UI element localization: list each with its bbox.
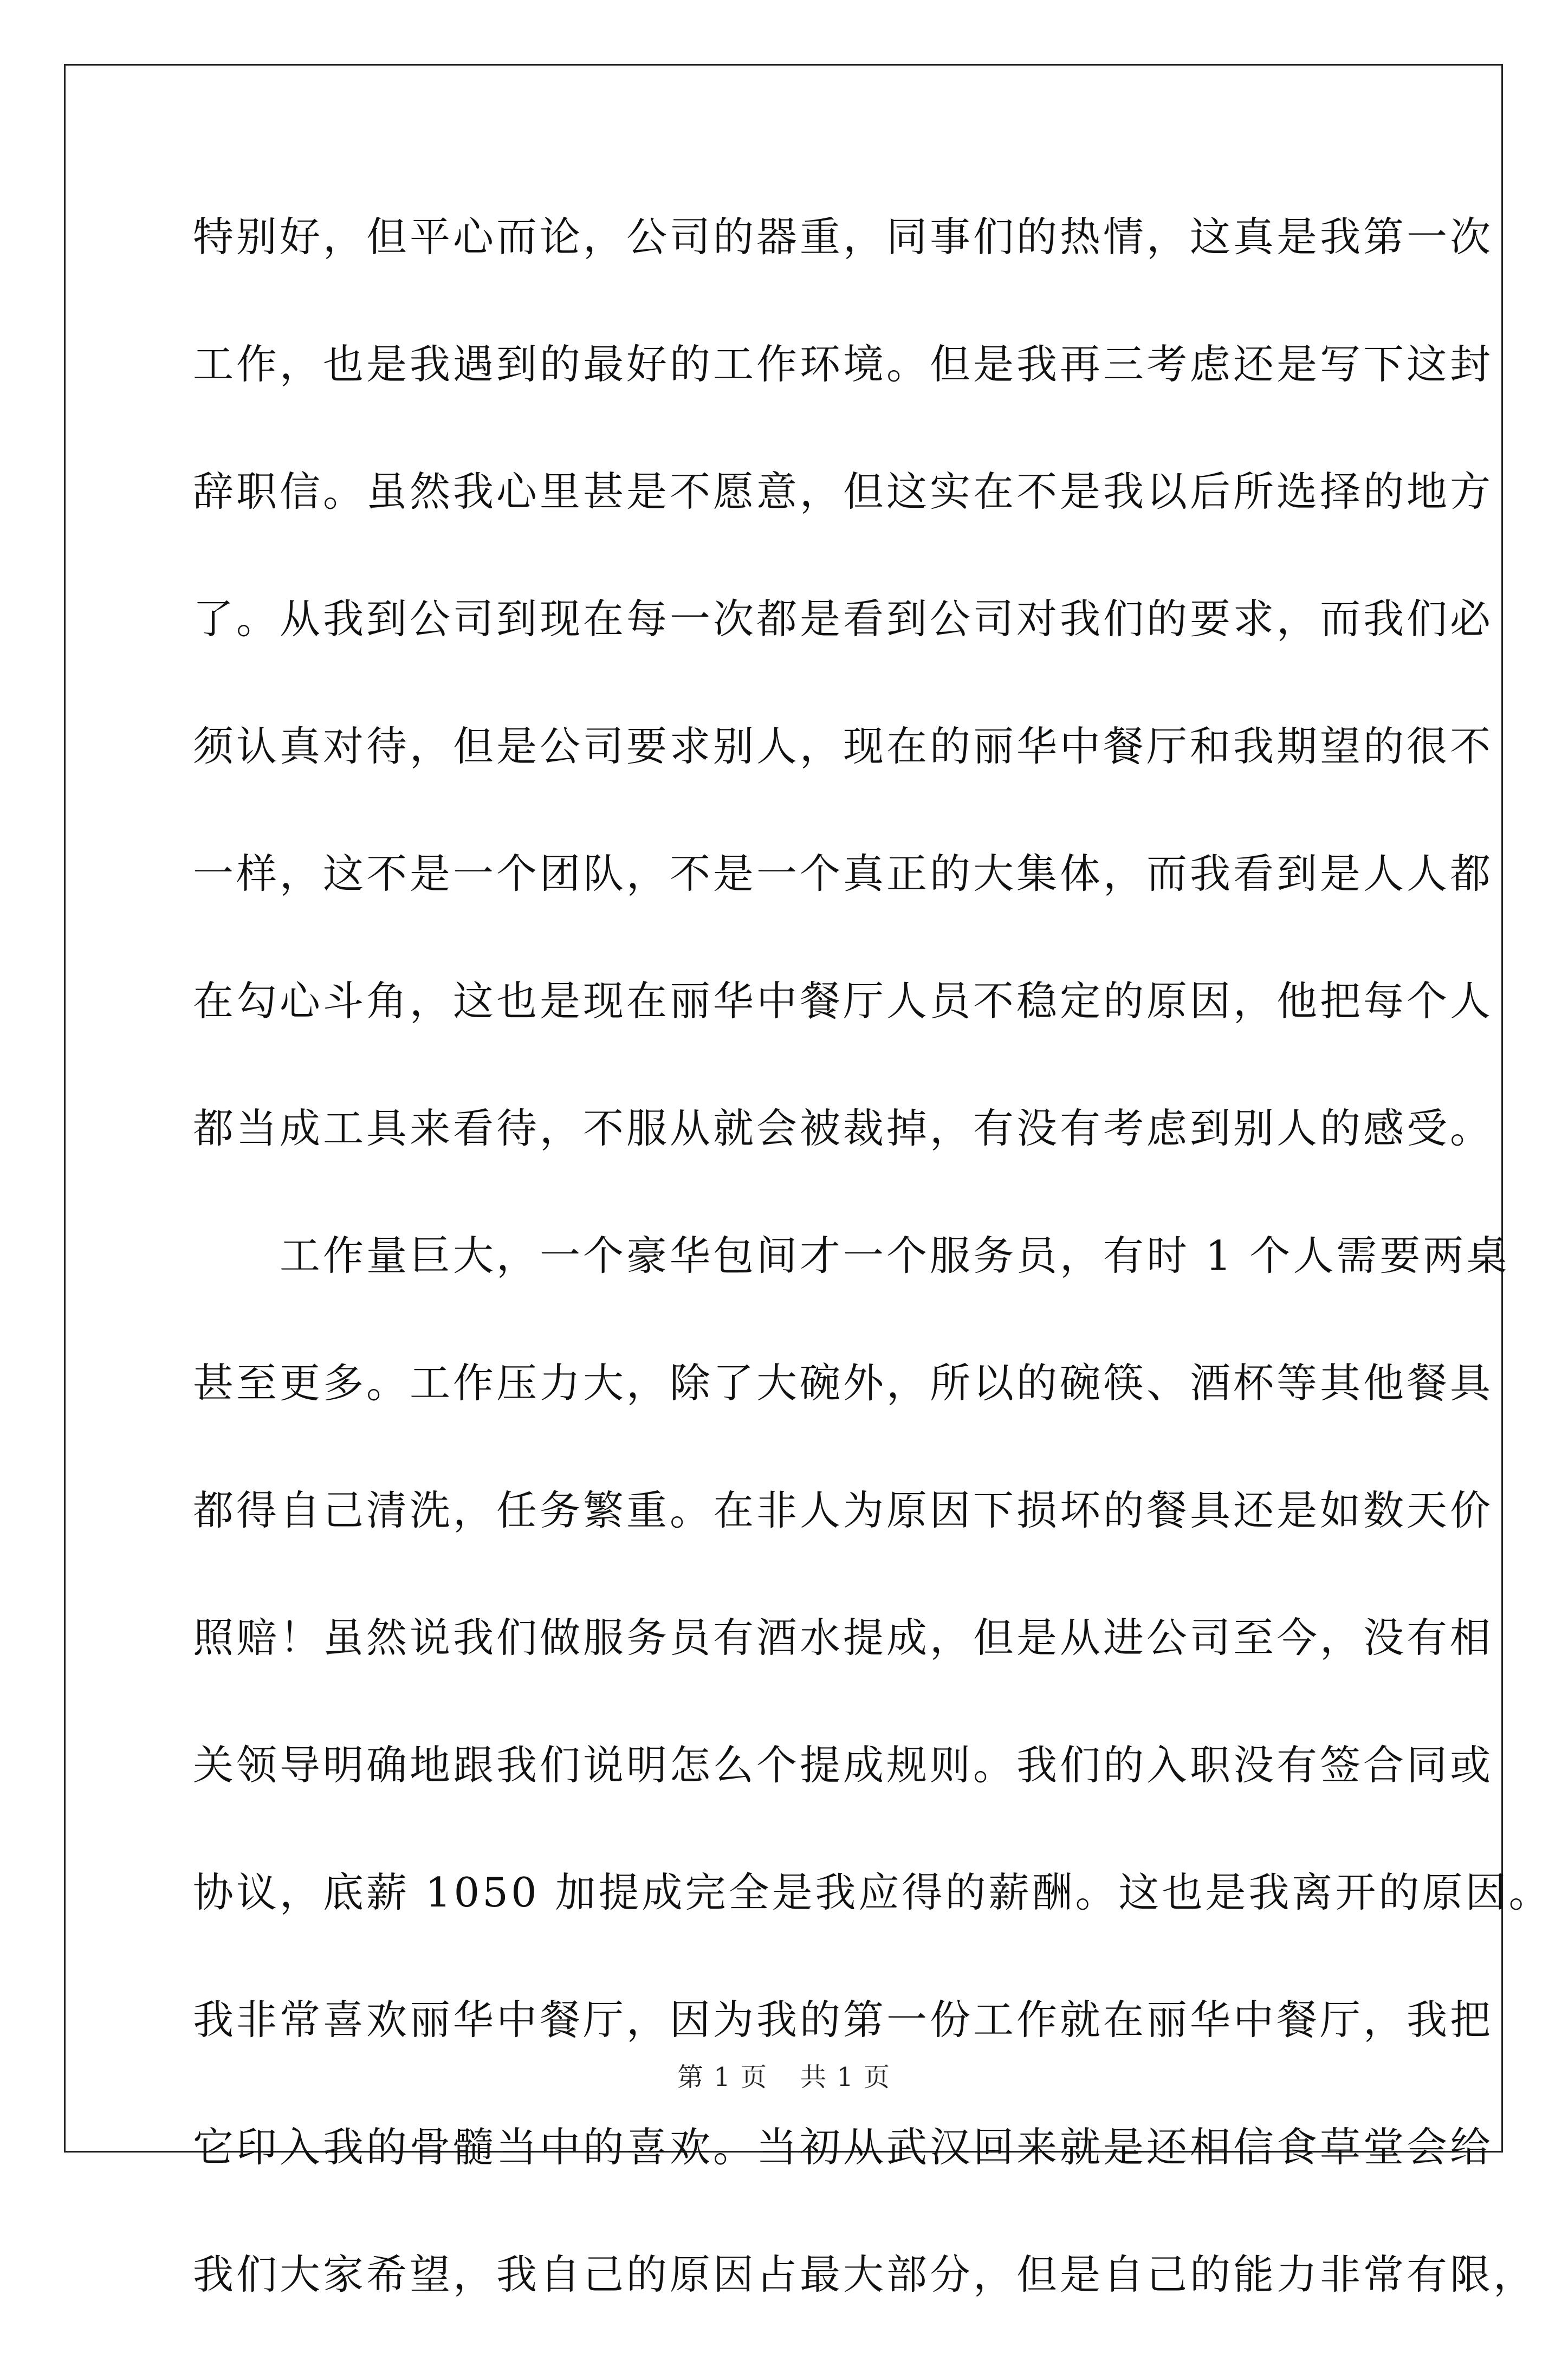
text-line: 协议，底薪 1050 加提成完全是我应得的薪酬。这也是我离开的原因。 (193, 1869, 1552, 1916)
text-line: 辞职信。虽然我心里甚是不愿意，但这实在不是我以后所选择的地方 (193, 468, 1494, 515)
text-line: 关领导明确地跟我们说明怎么个提成规则。我们的入职没有签合同或 (193, 1741, 1494, 1789)
text-line: 都得自己清洗，任务繁重。在非人为原因下损坏的餐具还是如数天价 (193, 1486, 1494, 1534)
text-line: 甚至更多。工作压力大，除了大碗外，所以的碗筷、酒杯等其他餐具 (193, 1359, 1494, 1407)
document-body (193, 207, 1552, 2372)
text-line: 我非常喜欢丽华中餐厅，因为我的第一份工作就在丽华中餐厅，我把 (193, 1996, 1494, 2044)
text-line: 都当成工具来看待，不服从就会被裁掉，有没有考虑到别人的感受。 (193, 1104, 1494, 1152)
text-line: 在勾心斗角，这也是现在丽华中餐厅人员不稳定的原因，他把每个人 (193, 977, 1494, 1025)
page-footer (0, 2056, 1568, 2093)
text-line: 须认真对待，但是公司要求别人，现在的丽华中餐厅和我期望的很不 (193, 722, 1494, 770)
text-line: 工作量巨大，一个豪华包间才一个服务员，有时 1 个人需要两桌 (193, 1232, 1510, 1279)
text-line: 它印入我的骨髓当中的喜欢。当初从武汉回来就是还相信食草堂会给 (193, 2123, 1494, 2171)
page-number: 第 1 页 (677, 2062, 768, 2092)
text-line: 特别好，但平心而论，公司的器重，同事们的热情，这真是我第一次 (193, 213, 1494, 261)
text-line: 一样，这不是一个团队，不是一个真正的大集体，而我看到是人人都 (193, 850, 1494, 897)
text-line: 照赔！虽然说我们做服务员有酒水提成，但是从进公司至今，没有相 (193, 1614, 1494, 1662)
text-line: 我们大家希望，我自己的原因占最大部分，但是自己的能力非常有限， (193, 2251, 1537, 2298)
text-line: 了。从我到公司到现在每一次都是看到公司对我们的要求，而我们必 (193, 595, 1494, 643)
page-total: 共 1 页 (800, 2062, 891, 2092)
text-line: 工作，也是我遇到的最好的工作环境。但是我再三考虑还是写下这封 (193, 340, 1494, 388)
